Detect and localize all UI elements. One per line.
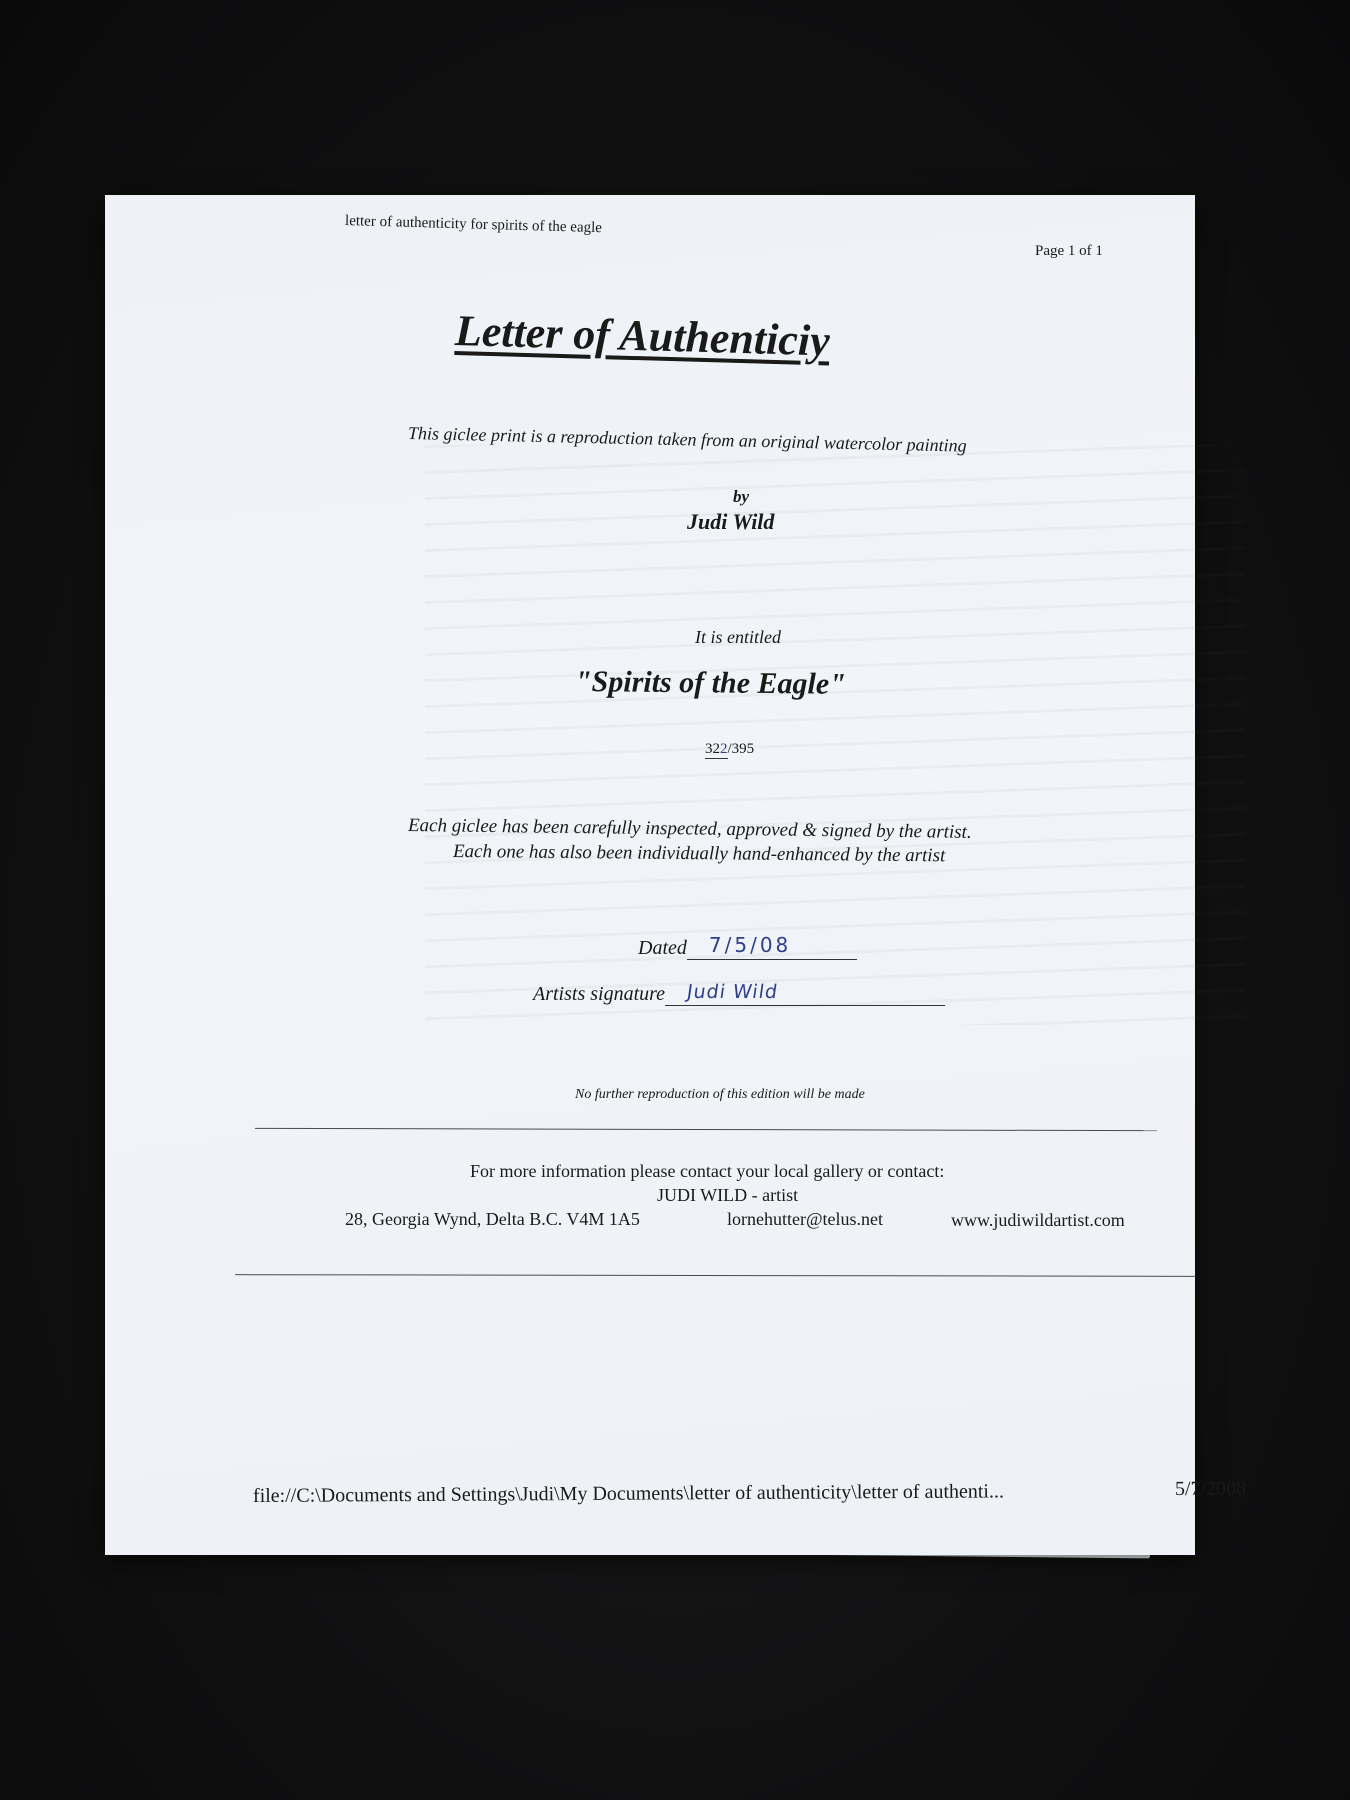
artist-name: Judi Wild — [687, 509, 775, 534]
dated-label: Dated — [638, 937, 687, 959]
letter-page — [105, 195, 1247, 1555]
inspection-line-2: Each one has also been individually hand-enhanced by the artist — [452, 841, 946, 867]
edition-total: /395 — [727, 741, 755, 757]
footer-file-path: file://C:\Documents and Settings\Judi\My Documents\letter of authenticity\letter of authenti... — [252, 1480, 1005, 1507]
page-indicator: Page 1 of 1 — [1035, 243, 1103, 259]
dated-handwritten-value: 7/5/08 — [708, 933, 792, 957]
dated-field — [638, 933, 857, 960]
signature-label: Artists signature — [533, 983, 666, 1005]
artwork-title: "Spirits of the Eagle" — [574, 665, 847, 701]
edition-typed: 32 — [705, 741, 720, 757]
signature-line — [665, 979, 945, 1006]
footer-print-date: 5/7/2008 — [1174, 1477, 1247, 1500]
signature-field — [533, 979, 945, 1006]
letter-title: Letter of Authenticiy — [454, 306, 831, 366]
no-reproduction-notice: No further reproduction of this edition will be made — [575, 1087, 865, 1102]
contact-artist: JUDI WILD - artist — [657, 1185, 799, 1205]
intro-text: This giclee print is a reproduction taken from an original watercolor painting — [407, 423, 967, 456]
by-label: by — [733, 487, 750, 506]
inspection-line-1: Each giclee has been carefully inspected, approved & signed by the artist. — [407, 815, 972, 843]
divider-line — [235, 1274, 1195, 1277]
handwritten-signature: Judi Wild — [685, 981, 780, 1003]
contact-address: 28, Georgia Wynd, Delta B.C. V4M 1A5 — [345, 1209, 640, 1229]
edition-number — [705, 741, 754, 759]
divider-line — [255, 1128, 1157, 1131]
contact-website: www.judiwildartist.com — [951, 1210, 1125, 1230]
contact-intro: For more information please contact your local gallery or contact: — [470, 1161, 945, 1181]
edition-handwritten: 2 — [720, 741, 728, 757]
document-header-title: letter of authenticity for spirits of the eagle — [344, 213, 603, 237]
dated-line — [687, 933, 857, 960]
contact-email: lornehutter@telus.net — [727, 1209, 884, 1229]
entitled-label: It is entitled — [695, 627, 781, 647]
